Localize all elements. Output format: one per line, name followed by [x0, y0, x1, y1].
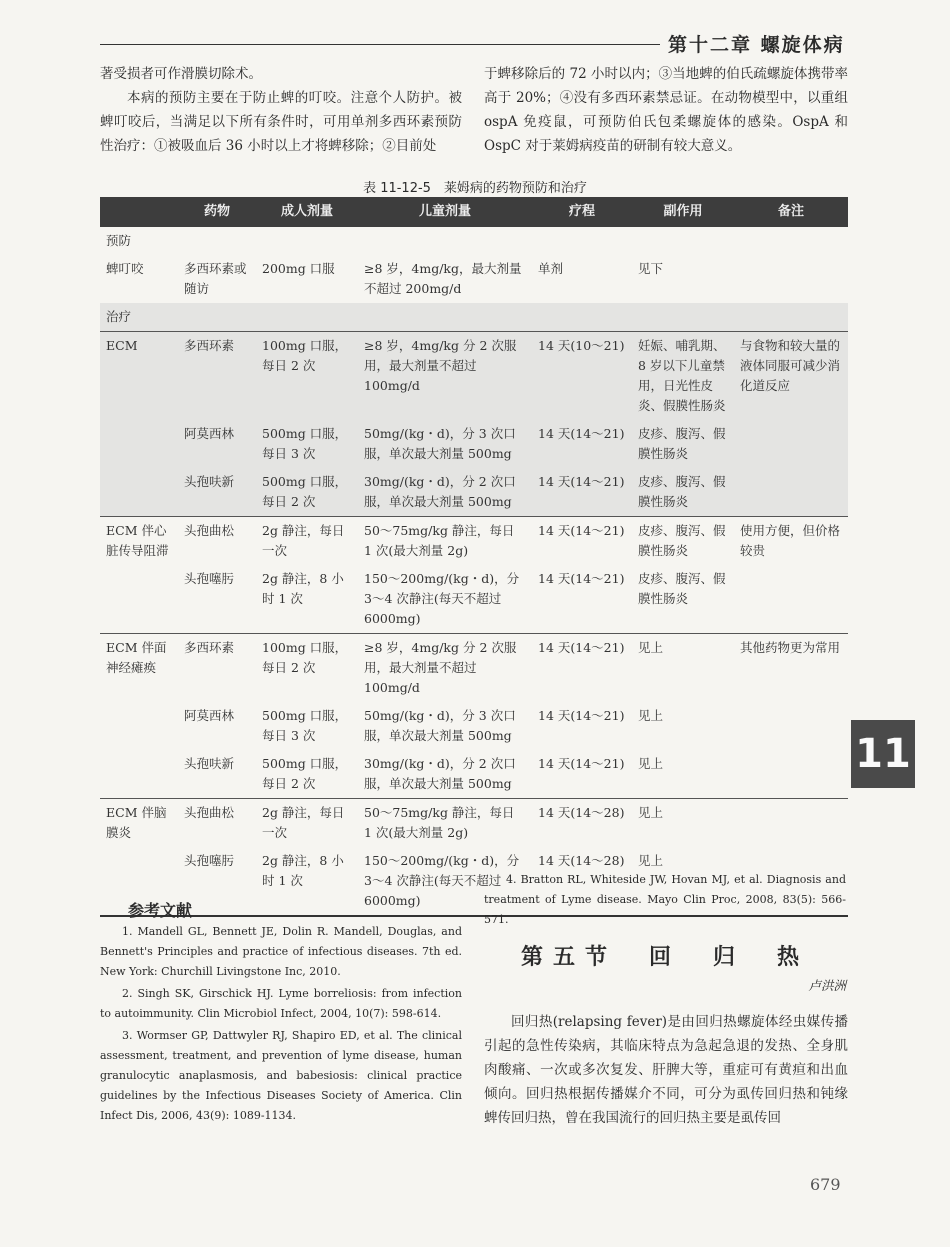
reference-item: 1. Mandell GL, Bennett JE, Dolin R. Mandell, Douglas, and Bennett's Principles and practice of infectious diseases. 7th ed. New York: Churchill Livingstone Inc, 2010.	[100, 925, 462, 978]
table-row	[100, 468, 848, 517]
table-header-cell	[100, 197, 178, 227]
table-cell: 14 天(14～21)	[532, 517, 632, 566]
reference-item: 2. Singh SK, Girschick HJ. Lyme borreliosis: from infection to autoimmunity. Clin Microbiol Infect, 2004, 10(7): 598-614.	[100, 987, 462, 1020]
table-cell: 头孢曲松	[178, 517, 256, 566]
table-cell: 见上	[638, 756, 664, 771]
table-cell: 单剂	[538, 261, 564, 276]
table-header-row	[100, 197, 848, 227]
table-cell: ≥8 岁，4mg/kg 分 2 次服用，最大剂量不超过 100mg/d	[358, 634, 532, 703]
table-header-cell: 儿童剂量	[358, 197, 532, 227]
table-cell	[734, 565, 848, 634]
right-column-top: 于蜱移除后的 72 小时以内；③当地蜱的伯氏疏螺旋体携带率高于 20%；④没有多西环素禁忌证。在动物模型中，以重组 ospA 免疫鼠，可预防伯氏包柔螺旋体的感染。OspA 和 OspC 对于莱姆病疫苗的研制有较大意义。	[484, 66, 848, 154]
table-row	[100, 332, 848, 421]
table-cell	[532, 303, 632, 332]
table-cell: 头孢噻肟	[178, 847, 256, 916]
table-cell: 150～200mg/(kg・d)，分 3～4 次静注(每天不超过 6000mg)	[358, 847, 532, 916]
table-cell: 预防	[106, 233, 132, 248]
table-header-cell: 备注	[734, 197, 848, 227]
table-cell: 14 天(14～28)	[532, 847, 632, 916]
section-author: 卢洪洲	[808, 978, 846, 993]
table-cell	[100, 420, 178, 468]
table-row	[100, 420, 848, 468]
reference-item: 4. Bratton RL, Whiteside JW, Hovan MJ, et al. Diagnosis and treatment of Lyme disease. Mayo Clin Proc, 2008, 83(5): 566-571.	[484, 873, 846, 926]
table-cell	[734, 799, 848, 848]
table-cell: 妊娠、哺乳期、8 岁以下儿童禁用，日光性皮炎、假膜性肠炎	[632, 332, 734, 421]
table-cell: 皮疹、腹泻、假膜性肠炎	[632, 517, 734, 566]
table-cell: 与食物和较大量的液体同服可减少消化道反应	[734, 332, 848, 421]
table-cell: 30mg/(kg・d)，分 2 次口服，单次最大剂量 500mg	[364, 756, 516, 791]
table-cell	[632, 303, 734, 332]
table-cell: 150～200mg/(kg・d)，分 3～4 次静注(每天不超过 6000mg)	[364, 571, 520, 626]
table-cell	[178, 227, 256, 255]
table-cell: 100mg 口服，每日 2 次	[256, 634, 358, 703]
table-cell	[100, 468, 178, 517]
table-cell: 2g 静注，8 小时 1 次	[262, 571, 344, 606]
table-cell: 50mg/(kg・d)，分 3 次口服，单次最大剂量 500mg	[364, 426, 516, 461]
running-head: 第十二章 螺旋体病	[668, 34, 845, 56]
table-cell: ECM 伴面神经瘫痪	[100, 634, 178, 703]
table-cell	[734, 420, 848, 468]
table-cell: 14 天(14～21)	[538, 708, 625, 723]
chapter-tab: 11	[851, 720, 915, 788]
table-caption: 表 11-12-5 莱姆病的药物预防和治疗	[363, 181, 587, 196]
table-cell: 见上	[632, 634, 734, 703]
table-header-cell: 疗程	[532, 197, 632, 227]
section-paragraph: 回归热(relapsing fever)是由回归热螺旋体经虫媒传播引起的急性传染病，其临床特点为急起急退的发热、全身肌肉酸痛、一次或多次复发、肝脾大等，重症可有黄疸和出血倾向。回归热根据传播媒介不同，可分为虱传回归热和钝缘蜱传回归热，曾在我国流行的回归热主要是虱传回	[484, 1014, 848, 1126]
reference-item: 3. Wormser GP, Dattwyler RJ, Shapiro ED, et al. The clinical assessment, treatment, and prevention of lyme disease, human granulocytic anaplasmosis, and babesiosis: clinical practice guidelines by the Infectious Diseases Society of America. Clin Infect Dis, 2006, 43(9): 1089-1134.	[100, 1029, 462, 1122]
table-cell	[100, 565, 178, 634]
table-cell	[734, 255, 848, 303]
table-cell: 2g 静注，每日一次	[256, 799, 358, 848]
table-cell: 多西环素	[178, 634, 256, 703]
table-cell	[632, 227, 734, 255]
table-cell: ≥8 岁，4mg/kg，最大剂量不超过 200mg/d	[364, 261, 522, 296]
table-cell: 50mg/(kg・d)，分 3 次口服，单次最大剂量 500mg	[364, 708, 516, 743]
table-cell	[734, 468, 848, 517]
table-cell: 14 天(14～28)	[532, 799, 632, 848]
table-cell: 50～75mg/kg 静注，每日 1 次(最大剂量 2g)	[358, 799, 532, 848]
table-cell: 头孢呋新	[184, 756, 235, 771]
table-cell: 见上	[632, 799, 734, 848]
table-cell: 500mg 口服，每日 2 次	[262, 474, 348, 509]
table-cell: 阿莫西林	[184, 426, 235, 441]
table-cell: ≥8 岁，4mg/kg 分 2 次服用，最大剂量不超过 100mg/d	[358, 332, 532, 421]
table-cell: ECM 伴心脏传导阻滞	[100, 517, 178, 566]
table-cell: 蜱叮咬	[106, 261, 144, 276]
table-row	[100, 750, 848, 799]
table-cell	[532, 227, 632, 255]
table-header-cell: 药物	[178, 197, 256, 227]
table-cell: 2g 静注，每日一次	[256, 517, 358, 566]
table-header-cell: 成人剂量	[256, 197, 358, 227]
table-header-cell: 副作用	[632, 197, 734, 227]
left-column-top	[100, 62, 462, 158]
table-cell: 见下	[638, 261, 664, 276]
table-cell: 多西环素或随访	[184, 261, 247, 296]
table-cell	[734, 303, 848, 332]
table-cell: 200mg 口服	[262, 261, 335, 276]
table-cell: 皮疹、腹泻、假膜性肠炎	[638, 426, 726, 461]
table-cell: 多西环素	[178, 332, 256, 421]
table-cell: 使用方便，但价格较贵	[734, 517, 848, 566]
table-cell: 14 天(14～21)	[538, 426, 625, 441]
table-cell: 500mg 口服，每日 2 次	[262, 756, 348, 791]
table-cell	[100, 750, 178, 799]
table-cell: ECM	[100, 332, 178, 421]
table-cell	[358, 227, 532, 255]
table-cell	[734, 750, 848, 799]
table-cell	[100, 702, 178, 750]
header-rule	[100, 44, 660, 45]
table-cell	[734, 702, 848, 750]
table-cell: 100mg 口服，每日 2 次	[256, 332, 358, 421]
table-cell: 500mg 口服，每日 3 次	[262, 708, 348, 743]
references-title: 参考文献	[128, 901, 193, 920]
body-paragraph: 本病的预防主要在于防止蜱的叮咬。注意个人防护。被蜱叮咬后，当满足以下所有条件时，可用单剂多西环素预防性治疗：①被吸血后 36 小时以上才将蜱移除；②目前处	[100, 90, 462, 154]
table-cell	[256, 227, 358, 255]
table-cell: 14 天(14～21)	[538, 756, 625, 771]
table-row	[100, 799, 848, 848]
table-cell: 皮疹、腹泻、假膜性肠炎	[638, 571, 726, 606]
drug-table	[100, 197, 848, 917]
table-row	[100, 517, 848, 566]
table-row	[100, 702, 848, 750]
table-cell: 头孢呋新	[184, 474, 235, 489]
section-title: 第五节 回 归 热	[520, 944, 809, 970]
references-list	[100, 922, 462, 1128]
table-cell: 14 天(14～21)	[532, 634, 632, 703]
table-cell: 14 天(14～21)	[538, 571, 625, 586]
table-cell: 治疗	[106, 309, 132, 324]
table-cell: 皮疹、腹泻、假膜性肠炎	[638, 474, 726, 509]
table-cell: 14 天(10～21)	[532, 332, 632, 421]
table-row	[100, 255, 848, 303]
table-cell: 14 天(14～21)	[538, 474, 625, 489]
table-cell	[178, 303, 256, 332]
table-cell	[256, 303, 358, 332]
table-cell: 见上	[638, 708, 664, 723]
table-cell: 500mg 口服，每日 3 次	[262, 426, 348, 461]
table-row	[100, 634, 848, 703]
table-cell: 2g 静注，8 小时 1 次	[256, 847, 358, 916]
table-cell	[734, 227, 848, 255]
body-line: 著受损者可作滑膜切除术。	[100, 66, 262, 82]
table-cell	[358, 303, 532, 332]
table-cell: 其他药物更为常用	[734, 634, 848, 703]
table-cell: 30mg/(kg・d)，分 2 次口服，单次最大剂量 500mg	[364, 474, 516, 509]
table-cell: ECM 伴脑膜炎	[100, 799, 178, 848]
table-row	[100, 227, 848, 255]
table-row	[100, 303, 848, 332]
table-cell: 头孢噻肟	[184, 571, 235, 586]
table-row	[100, 565, 848, 634]
page-number: 679	[810, 1175, 841, 1194]
table-cell: 阿莫西林	[184, 708, 235, 723]
table-cell: 50～75mg/kg 静注，每日 1 次(最大剂量 2g)	[358, 517, 532, 566]
table-cell: 头孢曲松	[178, 799, 256, 848]
table-cell: 见上	[632, 847, 734, 916]
